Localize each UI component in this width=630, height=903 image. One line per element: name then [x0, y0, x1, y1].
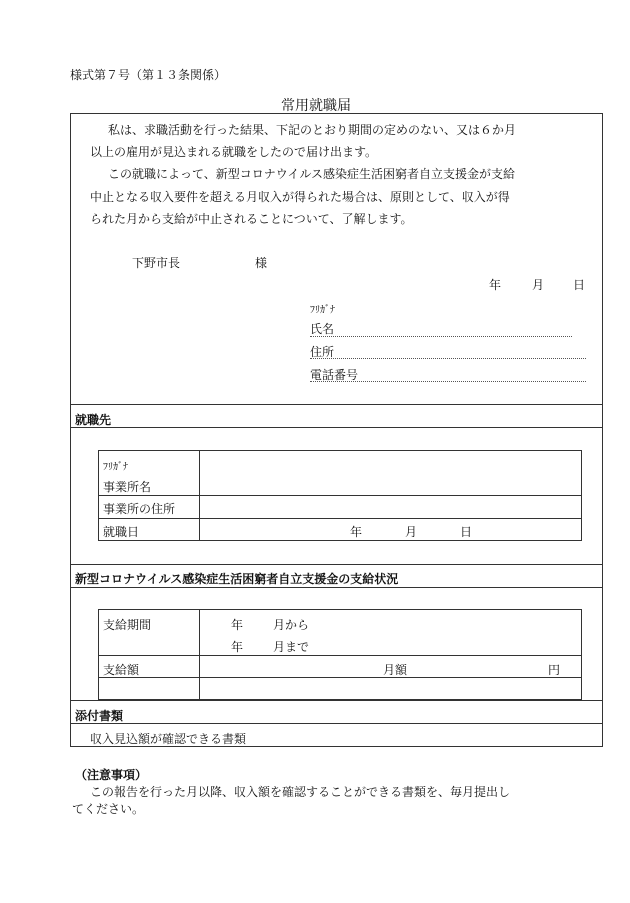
support-amount-label: 支給額 [103, 663, 140, 677]
applicant-address-label: 住所 [310, 345, 335, 359]
form-number: 様式第７号（第１３条関係） [70, 68, 227, 82]
employer-office-name-label: 事業所名 [103, 480, 152, 494]
support-section-top-rule [70, 564, 602, 565]
date-year-label: 年 [489, 278, 502, 292]
employer-section-heading-rule [70, 427, 602, 428]
date-month-label: 月 [532, 278, 545, 292]
employer-table-row-rule-2 [98, 518, 582, 519]
employer-start-month: 月 [405, 525, 418, 539]
support-section-heading: 新型コロナウイルス感染症生活困窮者自立支援金の支給状況 [75, 572, 399, 586]
support-from-year: 年 [231, 618, 244, 632]
notes-line-2: てください。 [72, 802, 145, 816]
statement-line-5: られた月から支給が中止されることについて、了解します。 [90, 212, 413, 226]
support-period-label: 支給期間 [103, 618, 152, 632]
support-monthly-label: 月額 [383, 663, 408, 677]
employer-start-day: 日 [460, 525, 473, 539]
frame-top-border [70, 113, 602, 114]
applicant-name-label: 氏名 [310, 322, 335, 336]
statement-line-3: この就職によって、新型コロナウイルス感染症生活困窮者自立支援金が支給 [108, 167, 516, 181]
support-table-row-rule-1 [98, 655, 582, 656]
employer-section-heading: 就職先 [75, 413, 112, 427]
support-to-month: 月まで [273, 640, 310, 654]
applicant-address-line[interactable] [310, 358, 586, 359]
support-from-month: 月から [273, 618, 310, 632]
attachments-heading: 添付書類 [75, 709, 124, 723]
employer-start-year: 年 [350, 525, 363, 539]
support-yen-unit: 円 [548, 663, 561, 677]
addressee-honorific: 様 [255, 256, 268, 270]
applicant-phone-label: 電話番号 [310, 368, 359, 382]
employer-section-top-rule [70, 404, 602, 405]
attachments-heading-rule [70, 723, 602, 724]
date-day-label: 日 [573, 278, 586, 292]
employer-office-address-label: 事業所の住所 [103, 502, 176, 516]
statement-line-2: 以上の雇用が見込まれる就職をしたので届け出ます。 [90, 145, 378, 159]
frame-left-border [70, 113, 71, 747]
page-title: 常用就職届 [281, 98, 351, 114]
applicant-furigana-label: ﾌﾘｶﾞﾅ [310, 305, 335, 316]
statement-line-4: 中止となる収入要件を超える月収入が得られた場合は、原則として、収入が得 [90, 190, 510, 204]
attachments-item: 収入見込額が確認できる書類 [90, 732, 247, 746]
notes-line-1: この報告を行った月以降、収入額を確認することができる書類を、毎月提出し [90, 785, 511, 799]
employer-table-row-rule-1 [98, 495, 582, 496]
notes-heading: （注意事項） [75, 768, 148, 782]
support-section-heading-rule [70, 587, 602, 588]
statement-line-1: 私は、求職活動を行った結果、下記のとおり期間の定めのない、又は６か月 [108, 123, 517, 137]
employer-furigana-label: ﾌﾘｶﾞﾅ [103, 462, 128, 473]
applicant-name-line[interactable] [310, 336, 572, 337]
support-to-year: 年 [231, 640, 244, 654]
addressee-name: 下野市長 [132, 256, 181, 270]
attachments-section-top-rule [70, 700, 602, 701]
frame-right-border [602, 113, 603, 747]
employer-start-date-label: 就職日 [103, 525, 140, 539]
support-table-row-rule-2 [98, 677, 582, 678]
applicant-phone-line[interactable] [310, 381, 586, 382]
